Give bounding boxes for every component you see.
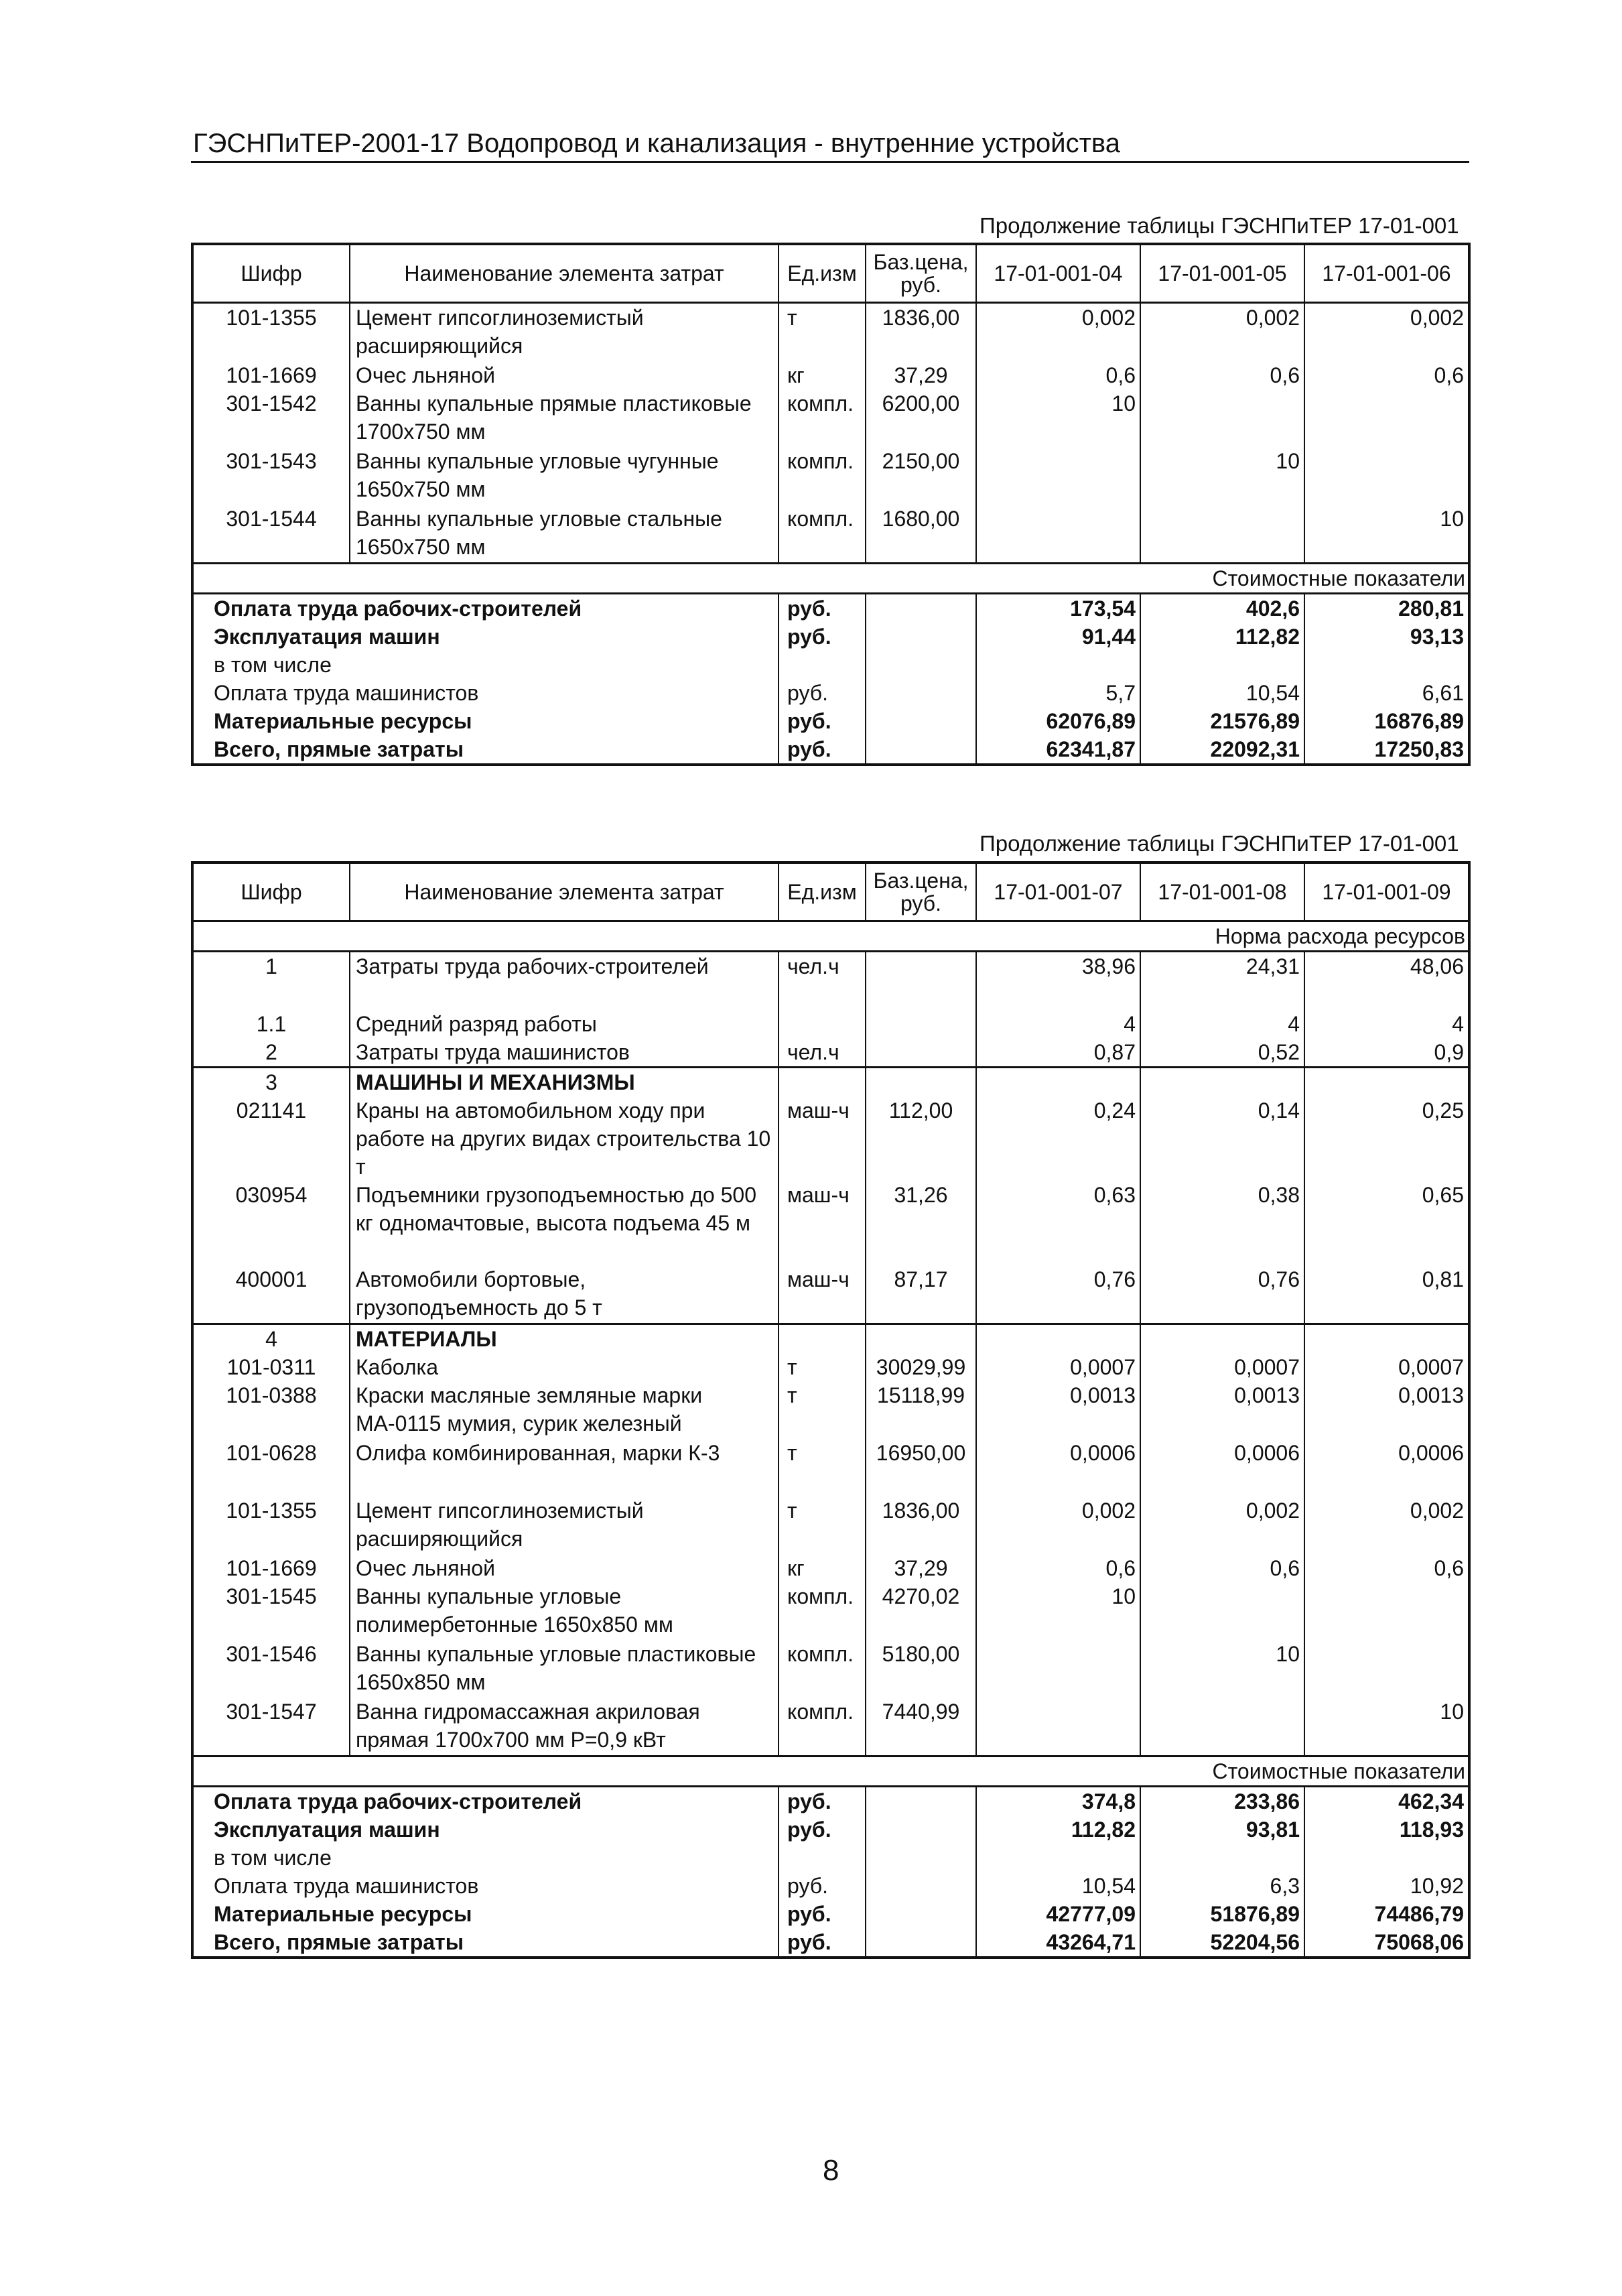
row-value: 0,38 [1140, 1181, 1304, 1265]
row-unit: компл. [779, 447, 866, 505]
row-value [1140, 1068, 1304, 1097]
row-code: 1.1 [192, 1010, 350, 1038]
row-value: 0,65 [1304, 1181, 1469, 1265]
row-price: 37,29 [866, 361, 976, 389]
row-value: 0,0013 [976, 1381, 1140, 1439]
table-row [192, 1010, 1469, 1038]
row-value: 0,6 [1140, 361, 1304, 389]
summary-value: 112,82 [976, 1815, 1140, 1844]
section-row [192, 1757, 1469, 1787]
summary-value: 51876,89 [1140, 1900, 1304, 1928]
row-value: 0,0013 [1304, 1381, 1469, 1439]
row-value: 0,002 [1304, 1496, 1469, 1554]
row-price: 30029,99 [866, 1353, 976, 1381]
col-header-price: Баз.цена, руб. [866, 863, 976, 921]
row-price: 1836,00 [866, 303, 976, 362]
row-code: 101-0628 [192, 1439, 350, 1496]
summary-price [866, 1844, 976, 1872]
row-value: 0,76 [1140, 1265, 1304, 1324]
row-value: 0,0006 [1140, 1439, 1304, 1496]
summary-price [866, 651, 976, 679]
summary-value [1304, 651, 1469, 679]
summary-label: в том числе [192, 1844, 779, 1872]
row-code: 301-1547 [192, 1698, 350, 1757]
table2-continuation-caption: Продолжение таблицы ГЭСНПиТЕР 17-01-001 [979, 831, 1459, 856]
summary-value: 112,82 [1140, 623, 1304, 651]
row-price: 6200,00 [866, 389, 976, 447]
row-name: Средний разряд работы [350, 1010, 779, 1038]
row-price: 1836,00 [866, 1496, 976, 1554]
summary-label: Всего, прямые затраты [192, 1928, 779, 1958]
summary-unit [779, 651, 866, 679]
row-value: 0,002 [1140, 1496, 1304, 1554]
summary-value: 10,92 [1304, 1872, 1469, 1900]
summary-row [192, 1872, 1469, 1900]
summary-unit [779, 1844, 866, 1872]
summary-value: 42777,09 [976, 1900, 1140, 1928]
row-name: Краны на автомобильном ходу при работе на других видах строительства 10 т [350, 1096, 779, 1181]
row-code: 021141 [192, 1096, 350, 1181]
summary-row [192, 1787, 1469, 1816]
row-code: 101-0388 [192, 1381, 350, 1439]
table-header-row [192, 863, 1469, 921]
summary-value: 173,54 [976, 594, 1140, 623]
summary-value: 22092,31 [1140, 735, 1304, 765]
row-price [866, 952, 976, 1011]
row-unit: маш-ч [779, 1181, 866, 1265]
row-value [1140, 389, 1304, 447]
table-row [192, 1582, 1469, 1640]
row-value [1304, 1582, 1469, 1640]
summary-value [976, 1844, 1140, 1872]
row-value: 0,87 [976, 1038, 1140, 1068]
summary-value: 91,44 [976, 623, 1140, 651]
row-value: 10 [1304, 1698, 1469, 1757]
row-unit: компл. [779, 389, 866, 447]
row-value: 0,76 [976, 1265, 1140, 1324]
row-value: 10 [1304, 505, 1469, 564]
summary-row [192, 707, 1469, 735]
row-value: 4 [1304, 1010, 1469, 1038]
table-header-row [192, 244, 1469, 303]
col-header-code: Шифр [192, 244, 350, 303]
row-value: 0,6 [1140, 1554, 1304, 1582]
summary-price [866, 594, 976, 623]
row-price: 2150,00 [866, 447, 976, 505]
summary-row [192, 679, 1469, 707]
row-price [866, 1038, 976, 1068]
row-value: 0,0006 [976, 1439, 1140, 1496]
summary-price [866, 1900, 976, 1928]
row-value [1304, 1324, 1469, 1354]
row-value: 10 [976, 389, 1140, 447]
row-code: 301-1542 [192, 389, 350, 447]
summary-price [866, 1872, 976, 1900]
summary-value [1304, 1844, 1469, 1872]
summary-unit: руб. [779, 594, 866, 623]
resource-table-2 [191, 861, 1471, 1959]
summary-row [192, 1815, 1469, 1844]
col-header-code: Шифр [192, 863, 350, 921]
col-header-norm: 17-01-001-04 [976, 244, 1140, 303]
summary-value: 74486,79 [1304, 1900, 1469, 1928]
table-row [192, 1381, 1469, 1439]
summary-unit: руб. [779, 1787, 866, 1816]
section-label: Норма расхода ресурсов [192, 921, 1469, 952]
section-row [192, 921, 1469, 952]
summary-value: 374,8 [976, 1787, 1140, 1816]
row-value [976, 1324, 1140, 1354]
row-name: Автомобили бортовые, грузоподъемность до 5 т [350, 1265, 779, 1324]
summary-value: 118,93 [1304, 1815, 1469, 1844]
row-name: МАШИНЫ И МЕХАНИЗМЫ [350, 1068, 779, 1097]
row-value: 0,63 [976, 1181, 1140, 1265]
summary-value [1140, 651, 1304, 679]
section-label: Стоимостные показатели [192, 1757, 1469, 1787]
row-code: 2 [192, 1038, 350, 1068]
row-code: 301-1544 [192, 505, 350, 564]
summary-value: 62076,89 [976, 707, 1140, 735]
table-row [192, 303, 1469, 362]
row-value: 0,002 [1140, 303, 1304, 362]
row-code: 030954 [192, 1181, 350, 1265]
row-value [976, 1640, 1140, 1698]
row-value [976, 1698, 1140, 1757]
col-header-norm: 17-01-001-05 [1140, 244, 1304, 303]
row-price [866, 1010, 976, 1038]
table-row [192, 1038, 1469, 1068]
row-code: 301-1546 [192, 1640, 350, 1698]
col-header-norm: 17-01-001-09 [1304, 863, 1469, 921]
col-header-name: Наименование элемента затрат [350, 244, 779, 303]
summary-price [866, 679, 976, 707]
summary-value [976, 651, 1140, 679]
summary-label: Всего, прямые затраты [192, 735, 779, 765]
summary-value: 93,13 [1304, 623, 1469, 651]
row-unit: т [779, 1381, 866, 1439]
row-value [1304, 1068, 1469, 1097]
summary-value: 43264,71 [976, 1928, 1140, 1958]
row-value: 0,81 [1304, 1265, 1469, 1324]
row-value: 4 [1140, 1010, 1304, 1038]
row-price: 16950,00 [866, 1439, 976, 1496]
row-unit: кг [779, 361, 866, 389]
summary-label: Материальные ресурсы [192, 707, 779, 735]
summary-row [192, 651, 1469, 679]
row-unit: компл. [779, 505, 866, 564]
row-unit: чел.ч [779, 952, 866, 1011]
table-row [192, 447, 1469, 505]
row-name: Каболка [350, 1353, 779, 1381]
row-value: 10 [976, 1582, 1140, 1640]
row-code: 101-1355 [192, 303, 350, 362]
row-price: 5180,00 [866, 1640, 976, 1698]
table-row [192, 1068, 1469, 1097]
row-name: Ванны купальные прямые пластиковые 1700x750 мм [350, 389, 779, 447]
row-value: 0,25 [1304, 1096, 1469, 1181]
table-row [192, 505, 1469, 564]
row-name: Ванны купальные угловые полимербетонные 1650x850 мм [350, 1582, 779, 1640]
row-name: МАТЕРИАЛЫ [350, 1324, 779, 1354]
row-value: 0,0013 [1140, 1381, 1304, 1439]
row-value [976, 447, 1140, 505]
summary-unit: руб. [779, 1900, 866, 1928]
row-value [976, 505, 1140, 564]
table-row [192, 1496, 1469, 1554]
row-name: Ванны купальные угловые стальные 1650x750 мм [350, 505, 779, 564]
row-value: 4 [976, 1010, 1140, 1038]
summary-price [866, 1787, 976, 1816]
row-value [1304, 447, 1469, 505]
summary-row [192, 1844, 1469, 1872]
table-row [192, 1181, 1469, 1265]
row-unit: компл. [779, 1698, 866, 1757]
summary-value: 5,7 [976, 679, 1140, 707]
summary-unit: руб. [779, 1928, 866, 1958]
summary-value: 62341,87 [976, 735, 1140, 765]
row-unit: чел.ч [779, 1038, 866, 1068]
summary-label: Оплата труда машинистов [192, 679, 779, 707]
table-row [192, 952, 1469, 1011]
resource-table-1 [191, 243, 1471, 766]
col-header-norm: 17-01-001-08 [1140, 863, 1304, 921]
row-price: 4270,02 [866, 1582, 976, 1640]
row-price: 87,17 [866, 1265, 976, 1324]
row-price: 15118,99 [866, 1381, 976, 1439]
summary-unit: руб. [779, 623, 866, 651]
row-code: 301-1543 [192, 447, 350, 505]
summary-value: 233,86 [1140, 1787, 1304, 1816]
summary-row [192, 1900, 1469, 1928]
row-name: Ванны купальные угловые пластиковые 1650x850 мм [350, 1640, 779, 1698]
summary-label: Эксплуатация машин [192, 623, 779, 651]
col-header-norm: 17-01-001-07 [976, 863, 1140, 921]
summary-label: Материальные ресурсы [192, 1900, 779, 1928]
summary-row [192, 735, 1469, 765]
row-code: 1 [192, 952, 350, 1011]
row-unit: компл. [779, 1582, 866, 1640]
summary-label: в том числе [192, 651, 779, 679]
summary-row [192, 594, 1469, 623]
summary-unit: руб. [779, 1872, 866, 1900]
summary-value: 21576,89 [1140, 707, 1304, 735]
row-name: Подъемники грузоподъемностью до 500 кг одномачтовые, высота подъема 45 м [350, 1181, 779, 1265]
row-value: 0,14 [1140, 1096, 1304, 1181]
row-value: 24,31 [1140, 952, 1304, 1011]
row-name: Очес льняной [350, 1554, 779, 1582]
row-price: 37,29 [866, 1554, 976, 1582]
row-unit: т [779, 1353, 866, 1381]
table-row [192, 1324, 1469, 1354]
summary-value: 402,6 [1140, 594, 1304, 623]
row-value: 0,6 [976, 1554, 1140, 1582]
row-code: 101-1669 [192, 361, 350, 389]
row-value [1304, 1640, 1469, 1698]
row-price: 31,26 [866, 1181, 976, 1265]
summary-row [192, 623, 1469, 651]
row-code: 4 [192, 1324, 350, 1354]
section-label: Стоимостные показатели [192, 564, 1469, 594]
table-row [192, 1439, 1469, 1496]
summary-value [1140, 1844, 1304, 1872]
summary-value: 52204,56 [1140, 1928, 1304, 1958]
summary-row [192, 1928, 1469, 1958]
row-value: 0,24 [976, 1096, 1140, 1181]
row-unit [779, 1010, 866, 1038]
row-name: Цемент гипсоглиноземистый расширяющийся [350, 303, 779, 362]
summary-value: 75068,06 [1304, 1928, 1469, 1958]
row-unit: т [779, 1439, 866, 1496]
summary-unit: руб. [779, 679, 866, 707]
row-value [1304, 389, 1469, 447]
summary-price [866, 623, 976, 651]
table-row [192, 361, 1469, 389]
row-value: 0,002 [976, 303, 1140, 362]
section-row [192, 564, 1469, 594]
row-code: 101-1669 [192, 1554, 350, 1582]
summary-price [866, 735, 976, 765]
row-price [866, 1324, 976, 1354]
header-rule [191, 161, 1469, 163]
row-value: 48,06 [1304, 952, 1469, 1011]
summary-value: 280,81 [1304, 594, 1469, 623]
table-row [192, 1096, 1469, 1181]
row-value: 0,002 [976, 1496, 1140, 1554]
row-value: 0,0007 [1140, 1353, 1304, 1381]
row-value: 10 [1140, 1640, 1304, 1698]
row-price: 112,00 [866, 1096, 976, 1181]
page-number: 8 [823, 2154, 839, 2187]
summary-value: 93,81 [1140, 1815, 1304, 1844]
row-unit: т [779, 1496, 866, 1554]
row-value: 0,0007 [1304, 1353, 1469, 1381]
row-name: Краски масляные земляные марки МА-0115 мумия, сурик железный [350, 1381, 779, 1439]
summary-value: 17250,83 [1304, 735, 1469, 765]
row-code: 101-1355 [192, 1496, 350, 1554]
row-name: Затраты труда рабочих-строителей [350, 952, 779, 1011]
row-unit: т [779, 303, 866, 362]
row-value [1140, 1698, 1304, 1757]
summary-label: Эксплуатация машин [192, 1815, 779, 1844]
row-name: Затраты труда машинистов [350, 1038, 779, 1068]
row-name: Цемент гипсоглиноземистый расширяющийся [350, 1496, 779, 1554]
row-value: 0,6 [1304, 1554, 1469, 1582]
row-unit [779, 1324, 866, 1354]
summary-unit: руб. [779, 735, 866, 765]
row-name: Очес льняной [350, 361, 779, 389]
row-value: 0,9 [1304, 1038, 1469, 1068]
row-code: 400001 [192, 1265, 350, 1324]
col-header-norm: 17-01-001-06 [1304, 244, 1469, 303]
row-value [1140, 505, 1304, 564]
col-header-name: Наименование элемента затрат [350, 863, 779, 921]
col-header-price: Баз.цена, руб. [866, 244, 976, 303]
table-row [192, 1554, 1469, 1582]
summary-value: 16876,89 [1304, 707, 1469, 735]
summary-value: 10,54 [1140, 679, 1304, 707]
summary-value: 6,61 [1304, 679, 1469, 707]
summary-price [866, 1815, 976, 1844]
summary-label: Оплата труда рабочих-строителей [192, 1787, 779, 1816]
col-header-unit: Ед.изм [779, 244, 866, 303]
table-row [192, 389, 1469, 447]
row-price: 7440,99 [866, 1698, 976, 1757]
table-row [192, 1698, 1469, 1757]
row-value [1140, 1324, 1304, 1354]
row-value: 0,6 [1304, 361, 1469, 389]
summary-value: 462,34 [1304, 1787, 1469, 1816]
row-name: Ванна гидромассажная акриловая прямая 1700x700 мм Р=0,9 кВт [350, 1698, 779, 1757]
row-name: Олифа комбинированная, марки К-3 [350, 1439, 779, 1496]
row-unit [779, 1068, 866, 1097]
row-value: 38,96 [976, 952, 1140, 1011]
table-row [192, 1640, 1469, 1698]
row-name: Ванны купальные угловые чугунные 1650x750 мм [350, 447, 779, 505]
table-row [192, 1353, 1469, 1381]
summary-label: Оплата труда машинистов [192, 1872, 779, 1900]
row-value: 0,0006 [1304, 1439, 1469, 1496]
summary-label: Оплата труда рабочих-строителей [192, 594, 779, 623]
row-unit: маш-ч [779, 1096, 866, 1181]
summary-price [866, 707, 976, 735]
table-row [192, 1265, 1469, 1324]
row-unit: кг [779, 1554, 866, 1582]
row-unit: компл. [779, 1640, 866, 1698]
table1-continuation-caption: Продолжение таблицы ГЭСНПиТЕР 17-01-001 [979, 213, 1459, 238]
row-value [1140, 1582, 1304, 1640]
row-code: 301-1545 [192, 1582, 350, 1640]
row-value: 0,6 [976, 361, 1140, 389]
row-price [866, 1068, 976, 1097]
summary-unit: руб. [779, 1815, 866, 1844]
row-value: 10 [1140, 447, 1304, 505]
row-code: 3 [192, 1068, 350, 1097]
row-unit: маш-ч [779, 1265, 866, 1324]
col-header-unit: Ед.изм [779, 863, 866, 921]
summary-unit: руб. [779, 707, 866, 735]
row-value: 0,0007 [976, 1353, 1140, 1381]
row-value: 0,002 [1304, 303, 1469, 362]
row-price: 1680,00 [866, 505, 976, 564]
page-header-title: ГЭСНПиТЕР-2001-17 Водопровод и канализация - внутренние устройства [193, 129, 1120, 158]
row-value [976, 1068, 1140, 1097]
summary-value: 6,3 [1140, 1872, 1304, 1900]
row-value: 0,52 [1140, 1038, 1304, 1068]
summary-value: 10,54 [976, 1872, 1140, 1900]
summary-price [866, 1928, 976, 1958]
row-code: 101-0311 [192, 1353, 350, 1381]
